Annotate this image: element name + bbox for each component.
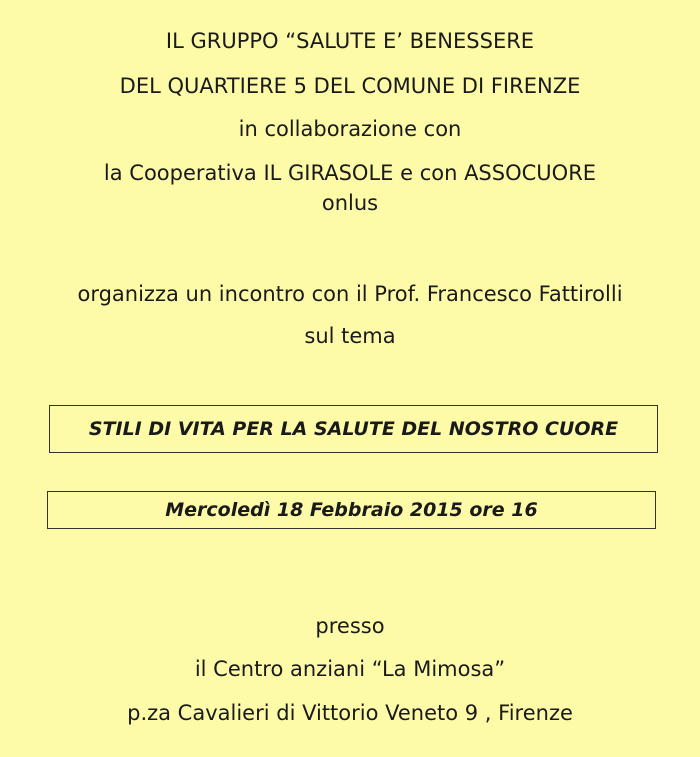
- header-line-collaborazione: in collaborazione con: [238, 117, 462, 141]
- header-line-cooperativa: la Cooperativa IL GIRASOLE e con ASSOCUORE: [103, 161, 597, 185]
- venue-presso: presso: [315, 614, 385, 638]
- header-line-onlus: onlus: [321, 191, 379, 215]
- event-title: STILI DI VITA PER LA SALUTE DEL NOSTRO CUORE: [88, 418, 619, 440]
- header-line-group: IL GRUPPO “SALUTE E’ BENESSERE: [165, 29, 535, 53]
- venue-name: il Centro anziani “La Mimosa”: [194, 657, 506, 681]
- intro-organizza: organizza un incontro con il Prof. Francesco Fattirolli: [77, 282, 623, 306]
- event-datetime: Mercoledì 18 Febbraio 2015 ore 16: [165, 499, 538, 521]
- intro-tema: sul tema: [304, 324, 396, 348]
- venue-address: p.za Cavalieri di Vittorio Veneto 9 , Firenze: [127, 701, 573, 725]
- event-datetime-box: [47, 491, 656, 529]
- event-title-box: [49, 405, 658, 453]
- header-line-quartiere: DEL QUARTIERE 5 DEL COMUNE DI FIRENZE: [119, 74, 581, 98]
